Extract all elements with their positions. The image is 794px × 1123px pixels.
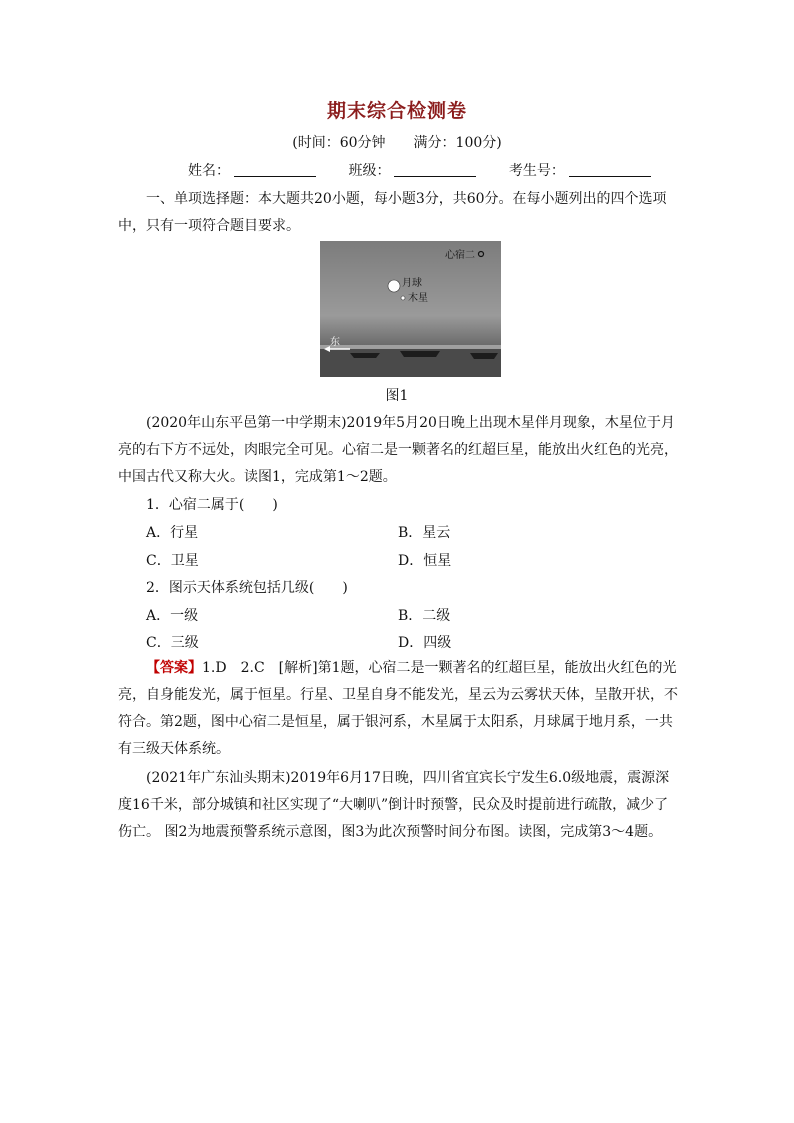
question-2-option-c[interactable]: C．三级 — [146, 635, 199, 651]
question-2-option-a[interactable]: A．一级 — [146, 608, 199, 624]
answer-label: 【答案】 — [146, 660, 202, 676]
boat-3 — [470, 353, 498, 359]
exam-number-blank[interactable] — [569, 162, 651, 177]
question-2-stem: 2．图示天体系统包括几级( ) — [146, 580, 348, 596]
student-info-fields — [188, 160, 651, 180]
name-label: 姓名： — [188, 163, 230, 179]
xinsu2-label: 心宿二 — [445, 250, 475, 261]
moon-marker — [388, 280, 400, 292]
passage-1: (2020年山东平邑第一中学期末)2019年5月20日晚上出现木星伴月现象，木星位于月亮的右下方不远处，肉眼完全可见。心宿二是一颗著名的红超巨星，能放出火红色的光亮，中国古代又称大火。读图1，完成第1～2题。 — [118, 415, 678, 485]
east-label: 东 — [330, 337, 340, 348]
figure-1-night-sky — [320, 241, 501, 377]
boat-2 — [400, 351, 440, 357]
figure-1-caption: 图1 — [385, 388, 409, 404]
question-1-option-d[interactable]: D．恒星 — [398, 553, 452, 569]
class-label: 班级： — [348, 163, 391, 179]
question-1-option-a[interactable]: A．行星 — [146, 525, 199, 541]
class-blank[interactable] — [394, 162, 476, 177]
jupiter-label: 木星 — [408, 293, 428, 304]
section-heading: 一、单项选择题：本大题共20小题，每小题3分，共60分。在每小题列出的四个选项中，只有一项符合题目要求。 — [118, 191, 667, 234]
boat-1 — [350, 353, 380, 358]
question-1-stem: 1．心宿二属于( ) — [146, 497, 278, 513]
question-1-option-c[interactable]: C．卫星 — [146, 553, 199, 569]
question-2-option-d[interactable]: D．四级 — [398, 635, 452, 651]
exam-number-label: 考生号： — [508, 163, 565, 179]
jupiter-marker — [401, 296, 405, 300]
moon-label: 月球 — [402, 278, 422, 289]
question-1-option-b[interactable]: B．星云 — [398, 525, 451, 541]
question-2-option-b[interactable]: B．二级 — [398, 608, 451, 624]
answer-block — [118, 655, 678, 763]
passage-2: (2021年广东汕头期末)2019年6月17日晚，四川省宜宾长宁发生6.0级地震，震源深度16千米，部分城镇和社区实现了“大喇叭”倒计时预警，民众及时提前进行疏散，减少了伤亡。 图2为地震预警系统示意图，图3为此次预警时间分布图。读图，完成第3～4题。 — [118, 770, 670, 840]
page-title: 期末综合检测卷 — [326, 100, 467, 122]
answer-text: 1.D 2.C [解析]第1题，心宿二是一颗著名的红超巨星，能放出火红色的光亮，自身能发光，属于恒星。行星、卫星自身不能发光，星云为云雾状天体，呈散开状，不符合。第2题，图中心宿二是恒星，属于银河系，木星属于太阳系，月球属于地月系，一共有三级天体系统。 — [118, 660, 678, 757]
name-blank[interactable] — [234, 162, 316, 177]
exam-subtitle: (时间：60分钟 满分：100分) — [292, 135, 502, 151]
